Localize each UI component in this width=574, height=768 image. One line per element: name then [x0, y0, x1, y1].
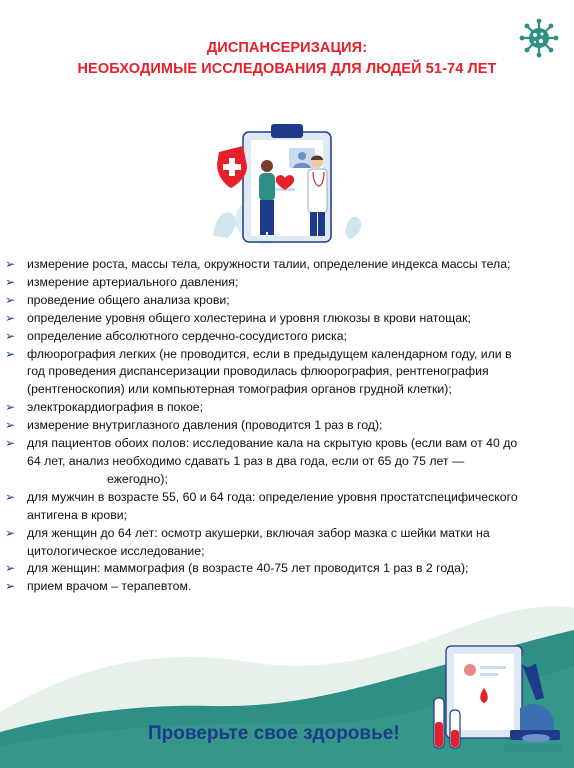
item-line: определение абсолютного сердечно-сосудистого риска;: [27, 328, 347, 343]
list-item: [0, 525, 574, 561]
item-line: (рентгеноскопия) или компьютерная томография органов грудной клетки);: [27, 382, 452, 397]
arrowhead-bullet-icon: ➢: [5, 418, 16, 433]
list-item: [0, 435, 574, 489]
item-line: ежегодно);: [107, 471, 168, 486]
call-to-action: Проверьте свое здоровье!: [148, 723, 400, 744]
arrowhead-bullet-icon: ➢: [5, 346, 16, 361]
arrowhead-bullet-icon: ➢: [5, 400, 16, 415]
item-line: год проведения диспансеризации проводилась флюорография, рентгенография: [27, 364, 489, 379]
list-item: [0, 346, 574, 400]
arrowhead-bullet-icon: ➢: [5, 328, 16, 343]
arrowhead-bullet-icon: ➢: [5, 561, 16, 576]
list-item: [0, 310, 574, 328]
doctor-patient-clipboard-illustration: [205, 118, 367, 248]
arrowhead-bullet-icon: ➢: [5, 436, 16, 451]
list-item: [0, 399, 574, 417]
list-item: [0, 256, 574, 274]
arrowhead-bullet-icon: ➢: [5, 579, 16, 594]
arrowhead-bullet-icon: ➢: [5, 489, 16, 504]
list-item: [0, 489, 574, 525]
item-line: антигена в крови;: [27, 507, 128, 522]
arrowhead-bullet-icon: ➢: [5, 525, 16, 540]
list-item: [0, 560, 574, 578]
title-line-2: НЕОБХОДИМЫЕ ИССЛЕДОВАНИЯ ДЛЯ ЛЮДЕЙ 51-74 ЛЕТ: [77, 61, 497, 77]
list-item: [0, 578, 574, 596]
item-line: проведение общего анализа крови;: [27, 292, 230, 307]
list-item: [0, 292, 574, 310]
list-item: [0, 274, 574, 292]
list-item: [0, 417, 574, 435]
list-item: [0, 328, 574, 346]
item-line: для пациентов обоих полов: исследование кала на скрытую кровь (если вам от 40 до: [27, 436, 518, 451]
examination-list: [0, 256, 574, 596]
title-line-1: ДИСПАНСЕРИЗАЦИЯ:: [206, 40, 368, 56]
item-line: цитологическое исследование;: [27, 543, 205, 558]
item-line: измерение внутриглазного давления (проводится 1 раз в год);: [27, 418, 383, 433]
arrowhead-bullet-icon: ➢: [5, 274, 16, 289]
arrowhead-bullet-icon: ➢: [5, 257, 16, 271]
item-line: 64 лет, анализ необходимо сдавать 1 раз в два года, если от 65 до 75 лет —: [27, 453, 465, 468]
item-line: для мужчин в возрасте 55, 60 и 64 года: определение уровня простатспецифического: [27, 489, 518, 504]
item-line: для женщин: маммография (в возрасте 40-75 лет проводится 1 раз в 2 года);: [27, 561, 469, 576]
item-line: для женщин до 64 лет: осмотр акушерки, включая забор мазка с шейки матки на: [27, 525, 490, 540]
page-title: [0, 38, 574, 80]
item-line: измерение роста, массы тела, окружности талии, определение индекса массы тела;: [27, 257, 511, 271]
lab-microscope-illustration: [424, 638, 564, 762]
arrowhead-bullet-icon: ➢: [5, 292, 16, 307]
item-line: прием врачом – терапевтом.: [27, 579, 192, 594]
item-line: измерение артериального давления;: [27, 274, 239, 289]
item-line: флюорография легких (не проводится, если в предыдущем календарном году, или в: [27, 346, 512, 361]
arrowhead-bullet-icon: ➢: [5, 310, 16, 325]
item-line: определение уровня общего холестерина и уровня глюкозы в крови натощак;: [27, 310, 471, 325]
item-line: электрокардиография в покое;: [27, 400, 204, 415]
